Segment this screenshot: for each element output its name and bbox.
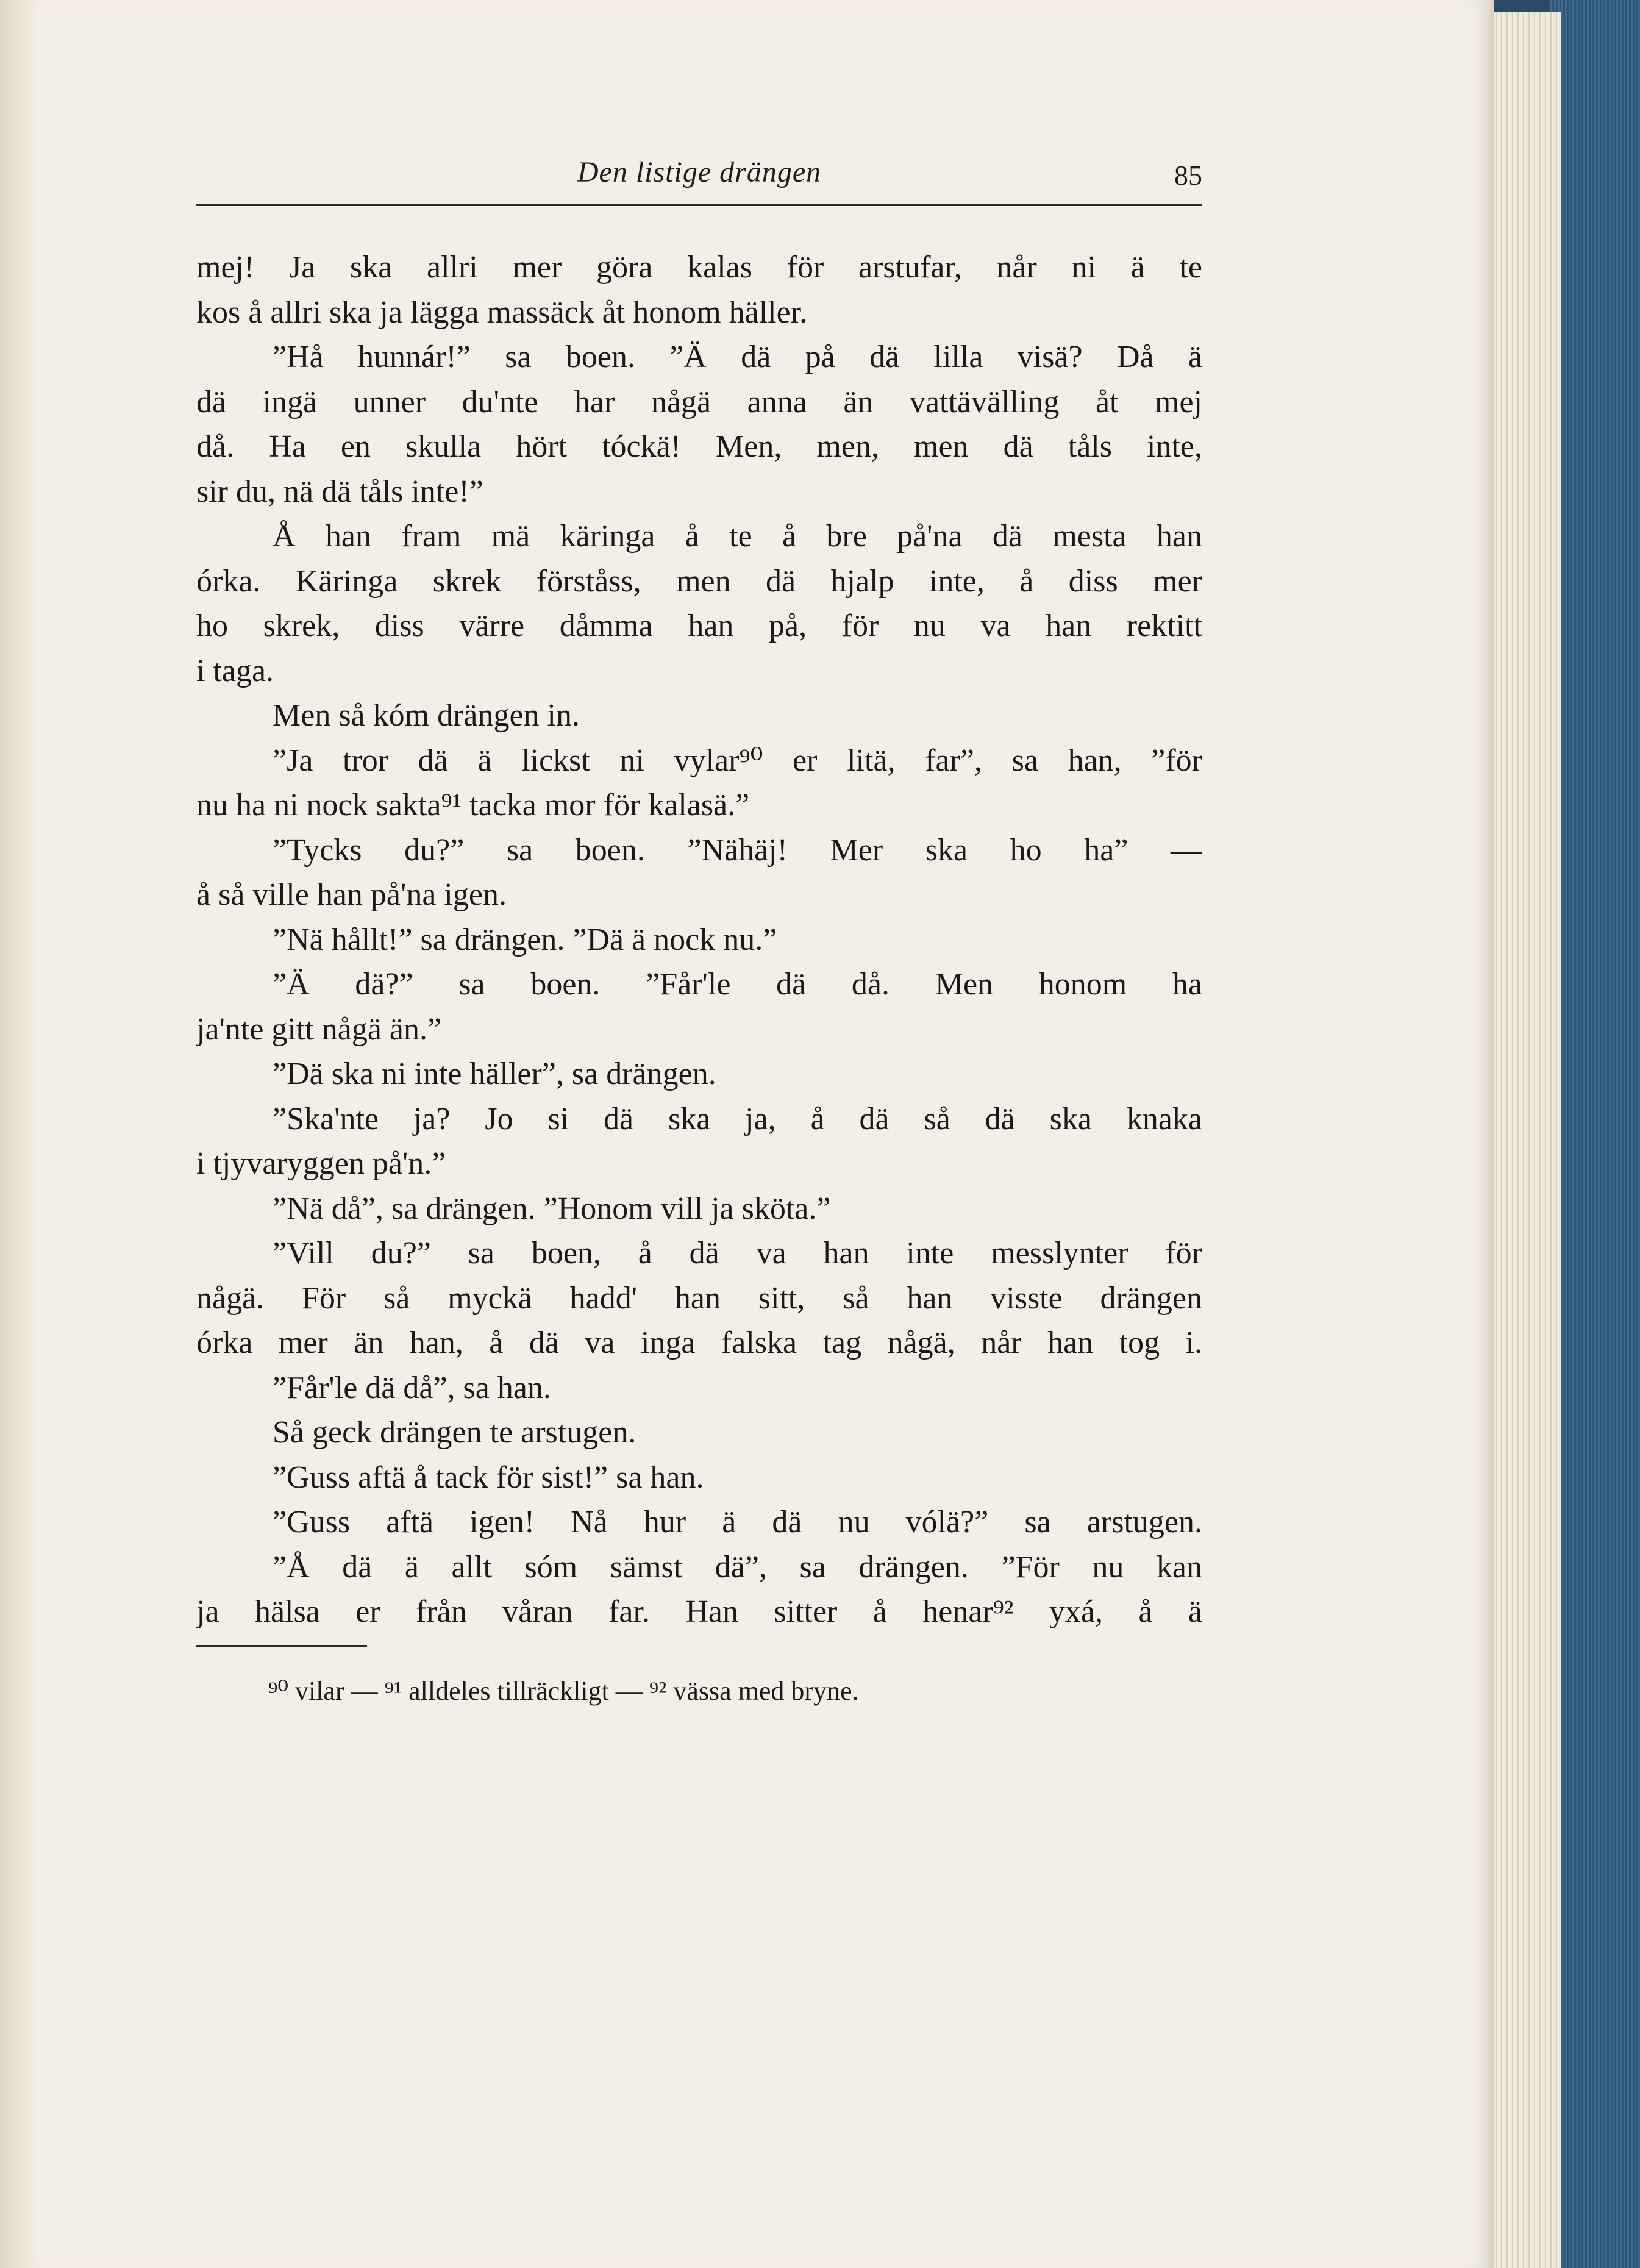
text-line: órka mer än han, å dä va inga falska tag någä, når han tog i. <box>196 1325 1202 1360</box>
running-title: Den listige drängen <box>577 156 822 188</box>
text-line: ”Ska'nte ja? Jo si dä ska ja, å dä så dä ska knaka <box>273 1101 1202 1136</box>
text-line: dä ingä unner du'nte har någä anna än vattävälling åt mej <box>196 384 1202 419</box>
text-line: mej! Ja ska allri mer göra kalas för arstufar, når ni ä te <box>196 250 1202 285</box>
text-line: ”Får'le dä då”, sa han. <box>273 1370 551 1405</box>
text-line: nu ha ni nock sakta⁹¹ tacka mor för kalasä.” <box>196 788 750 822</box>
text-line: ho skrek, diss värre dåmma han på, för nu va han rektitt <box>196 608 1202 643</box>
page-number: 85 <box>1174 160 1202 191</box>
text-line: ja'nte gitt någä än.” <box>196 1011 442 1047</box>
footnotes: ⁹⁰ vilar — ⁹¹ alldeles tillräckligt — ⁹² vässa med bryne. <box>268 1676 859 1706</box>
body-text <box>196 245 1202 1635</box>
text-line: å så ville han på'na igen. <box>196 877 507 912</box>
page-edges <box>1488 12 1561 2268</box>
text-line: órka. Käringa skrek förståss, men dä hjalp inte, å diss mer <box>196 563 1202 599</box>
text-line: ”Guss aftä å tack för sist!” sa han. <box>273 1460 704 1495</box>
text-line: ”Nä hållt!” sa drängen. ”Dä ä nock nu.” <box>273 922 777 957</box>
text-line: Så geck drängen te arstugen. <box>273 1415 636 1450</box>
text-line: i taga. <box>196 653 274 688</box>
text-line: ”Dä ska ni inte häller”, sa drängen. <box>273 1057 716 1091</box>
footnote-rule <box>196 1645 367 1647</box>
text-line: i tjyvaryggen på'n.” <box>196 1146 446 1181</box>
text-line: då. Ha en skulla hört tóckä! Men, men, men dä tåls inte, <box>196 429 1202 464</box>
previous-page-edge <box>0 0 37 2268</box>
text-line: Men så kóm drängen in. <box>273 698 580 733</box>
text-line: Å han fram mä käringa å te å bre på'na dä mesta han <box>273 519 1202 554</box>
text-line: ja hälsa er från våran far. Han sitter å henar⁹² yxá, å ä <box>196 1594 1202 1629</box>
text-line: ”Guss aftä igen! Nå hur ä dä nu vólä?” sa arstugen. <box>273 1505 1202 1539</box>
text-line: sir du, nä dä tåls inte!” <box>196 474 483 509</box>
text-line: kos å allri ska ja lägga massäck åt honom häller. <box>196 294 808 330</box>
text-line: ”Å dä ä allt sóm sämst dä”, sa drängen. ”För nu kan <box>273 1549 1202 1585</box>
book-cover-edge <box>1549 0 1640 2268</box>
book-page <box>37 0 1494 2268</box>
text-line: ”Vill du?” sa boen, å dä va han inte messlynter för <box>273 1236 1202 1271</box>
text-line: ”Tycks du?” sa boen. ”Nähäj! Mer ska ho ha” — <box>273 832 1202 868</box>
text-line: ”Hå hunnár!” sa boen. ”Ä dä på dä lilla visä? Då ä <box>273 340 1202 374</box>
text-line: någä. För så myckä hadd' han sitt, så han visste drängen <box>196 1280 1202 1316</box>
text-line: ”Ja tror dä ä lickst ni vylar⁹⁰ er litä, far”, sa han, ”för <box>273 743 1202 778</box>
running-head <box>196 155 1202 206</box>
text-line: ”Nä då”, sa drängen. ”Honom vill ja sköta.” <box>273 1191 831 1226</box>
text-line: ”Ä dä?” sa boen. ”Får'le dä då. Men honom ha <box>273 967 1202 1002</box>
